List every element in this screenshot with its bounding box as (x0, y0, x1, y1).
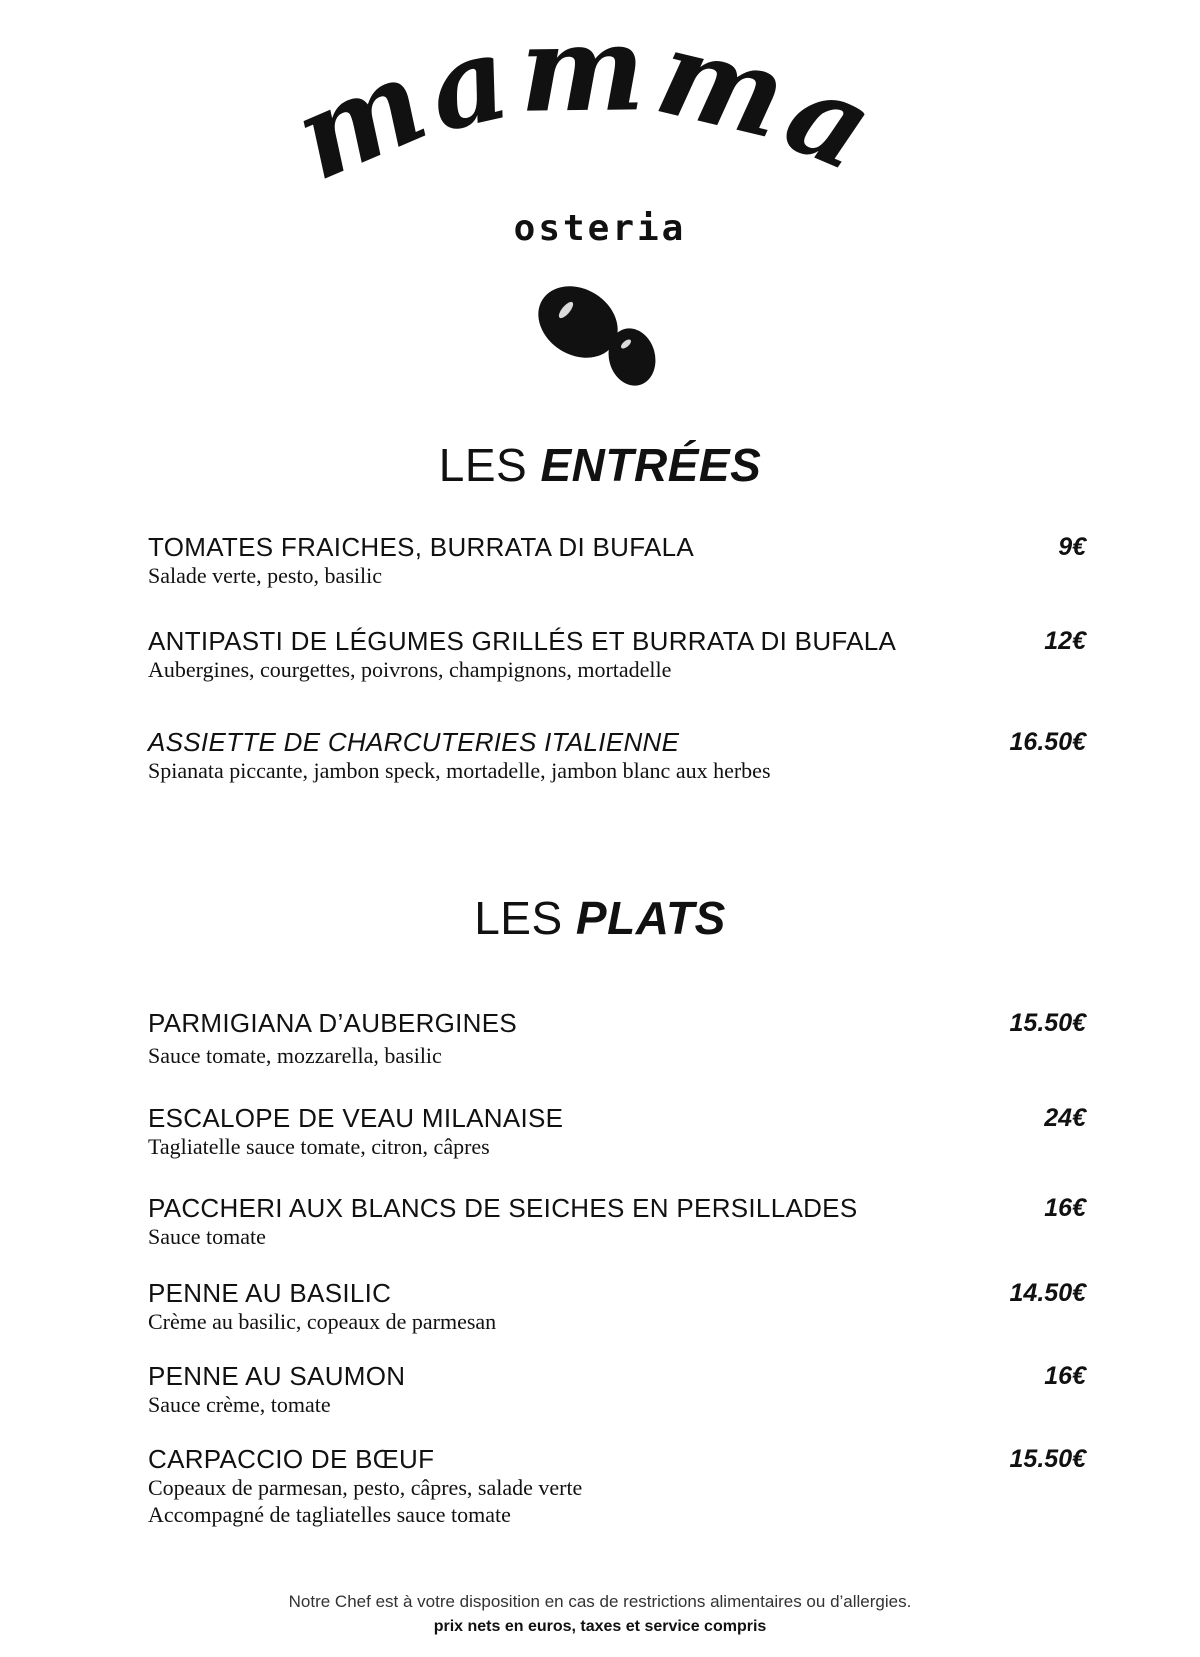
item-name: ANTIPASTI DE LÉGUMES GRILLÉS ET BURRATA DI BUFALA (148, 626, 897, 656)
item-price: 16.50€ (1009, 728, 1086, 756)
menu-item (148, 532, 1086, 589)
item-price: 24€ (1044, 1104, 1086, 1132)
item-price: 16€ (1044, 1194, 1086, 1222)
section-title-prefix: LES (474, 892, 563, 944)
item-name: ESCALOPE DE VEAU MILANAISE (148, 1103, 564, 1133)
item-name: ASSIETTE DE CHARCUTERIES ITALIENNE (148, 727, 680, 757)
allergy-note: Notre Chef est à votre disposition en cas de restrictions alimentaires ou d’allergies. (288, 1592, 912, 1611)
item-price: 15.50€ (1009, 1445, 1086, 1473)
logo-subtitle: osteria (513, 208, 687, 249)
item-description: Aubergines, courgettes, poivrons, champignons, mortadelle (148, 657, 672, 682)
item-price: 9€ (1058, 533, 1086, 561)
item-description: Spianata piccante, jambon speck, mortadelle, jambon blanc aux herbes (148, 758, 771, 783)
item-price: 12€ (1044, 627, 1086, 655)
menu-item (148, 727, 1086, 784)
olives-icon (525, 272, 662, 391)
item-name: PARMIGIANA D’AUBERGINES (148, 1008, 518, 1038)
menu-item (148, 1361, 1086, 1418)
item-description: Sauce crème, tomate (148, 1392, 331, 1417)
item-description: Accompagné de tagliatelles sauce tomate (148, 1502, 511, 1527)
item-name: PACCHERI AUX BLANCS DE SEICHES EN PERSILLADES (148, 1193, 858, 1223)
menu-item (148, 1193, 1086, 1250)
item-description: Sauce tomate, mozzarella, basilic (148, 1043, 442, 1068)
menu-item (148, 1008, 1086, 1069)
menu-footer (0, 1592, 1200, 1636)
item-description: Tagliatelle sauce tomate, citron, câpres (148, 1134, 490, 1159)
item-description: Copeaux de parmesan, pesto, câpres, salade verte (148, 1475, 583, 1500)
section-title-entrees (0, 438, 1200, 492)
section-title-main: PLATS (575, 892, 726, 944)
price-note: prix nets en euros, taxes et service compris (433, 1618, 767, 1635)
section-title-plats (0, 891, 1200, 945)
item-price: 15.50€ (1009, 1009, 1086, 1037)
menu-item (148, 1278, 1086, 1335)
mamma-logo-icon (0, 0, 1200, 400)
item-description: Sauce tomate (148, 1224, 266, 1249)
item-description: Salade verte, pesto, basilic (148, 563, 382, 588)
section-title-prefix: LES (438, 439, 528, 491)
menu-item (148, 1103, 1086, 1160)
item-name: PENNE AU BASILIC (148, 1278, 392, 1308)
section-title-main: ENTRÉES (540, 439, 762, 491)
logo-wordmark: mamma (274, 0, 899, 207)
item-name: PENNE AU SAUMON (148, 1361, 406, 1391)
item-name: TOMATES FRAICHES, BURRATA DI BUFALA (148, 532, 695, 562)
item-description: Crème au basilic, copeaux de parmesan (148, 1309, 497, 1334)
item-price: 14.50€ (1009, 1279, 1086, 1307)
item-name: CARPACCIO DE BŒUF (148, 1444, 435, 1474)
item-price: 16€ (1044, 1362, 1086, 1390)
menu-item (148, 626, 1086, 683)
restaurant-logo (0, 0, 1200, 400)
svg-text:mamma (275, 0, 898, 207)
menu-item (148, 1444, 1086, 1528)
